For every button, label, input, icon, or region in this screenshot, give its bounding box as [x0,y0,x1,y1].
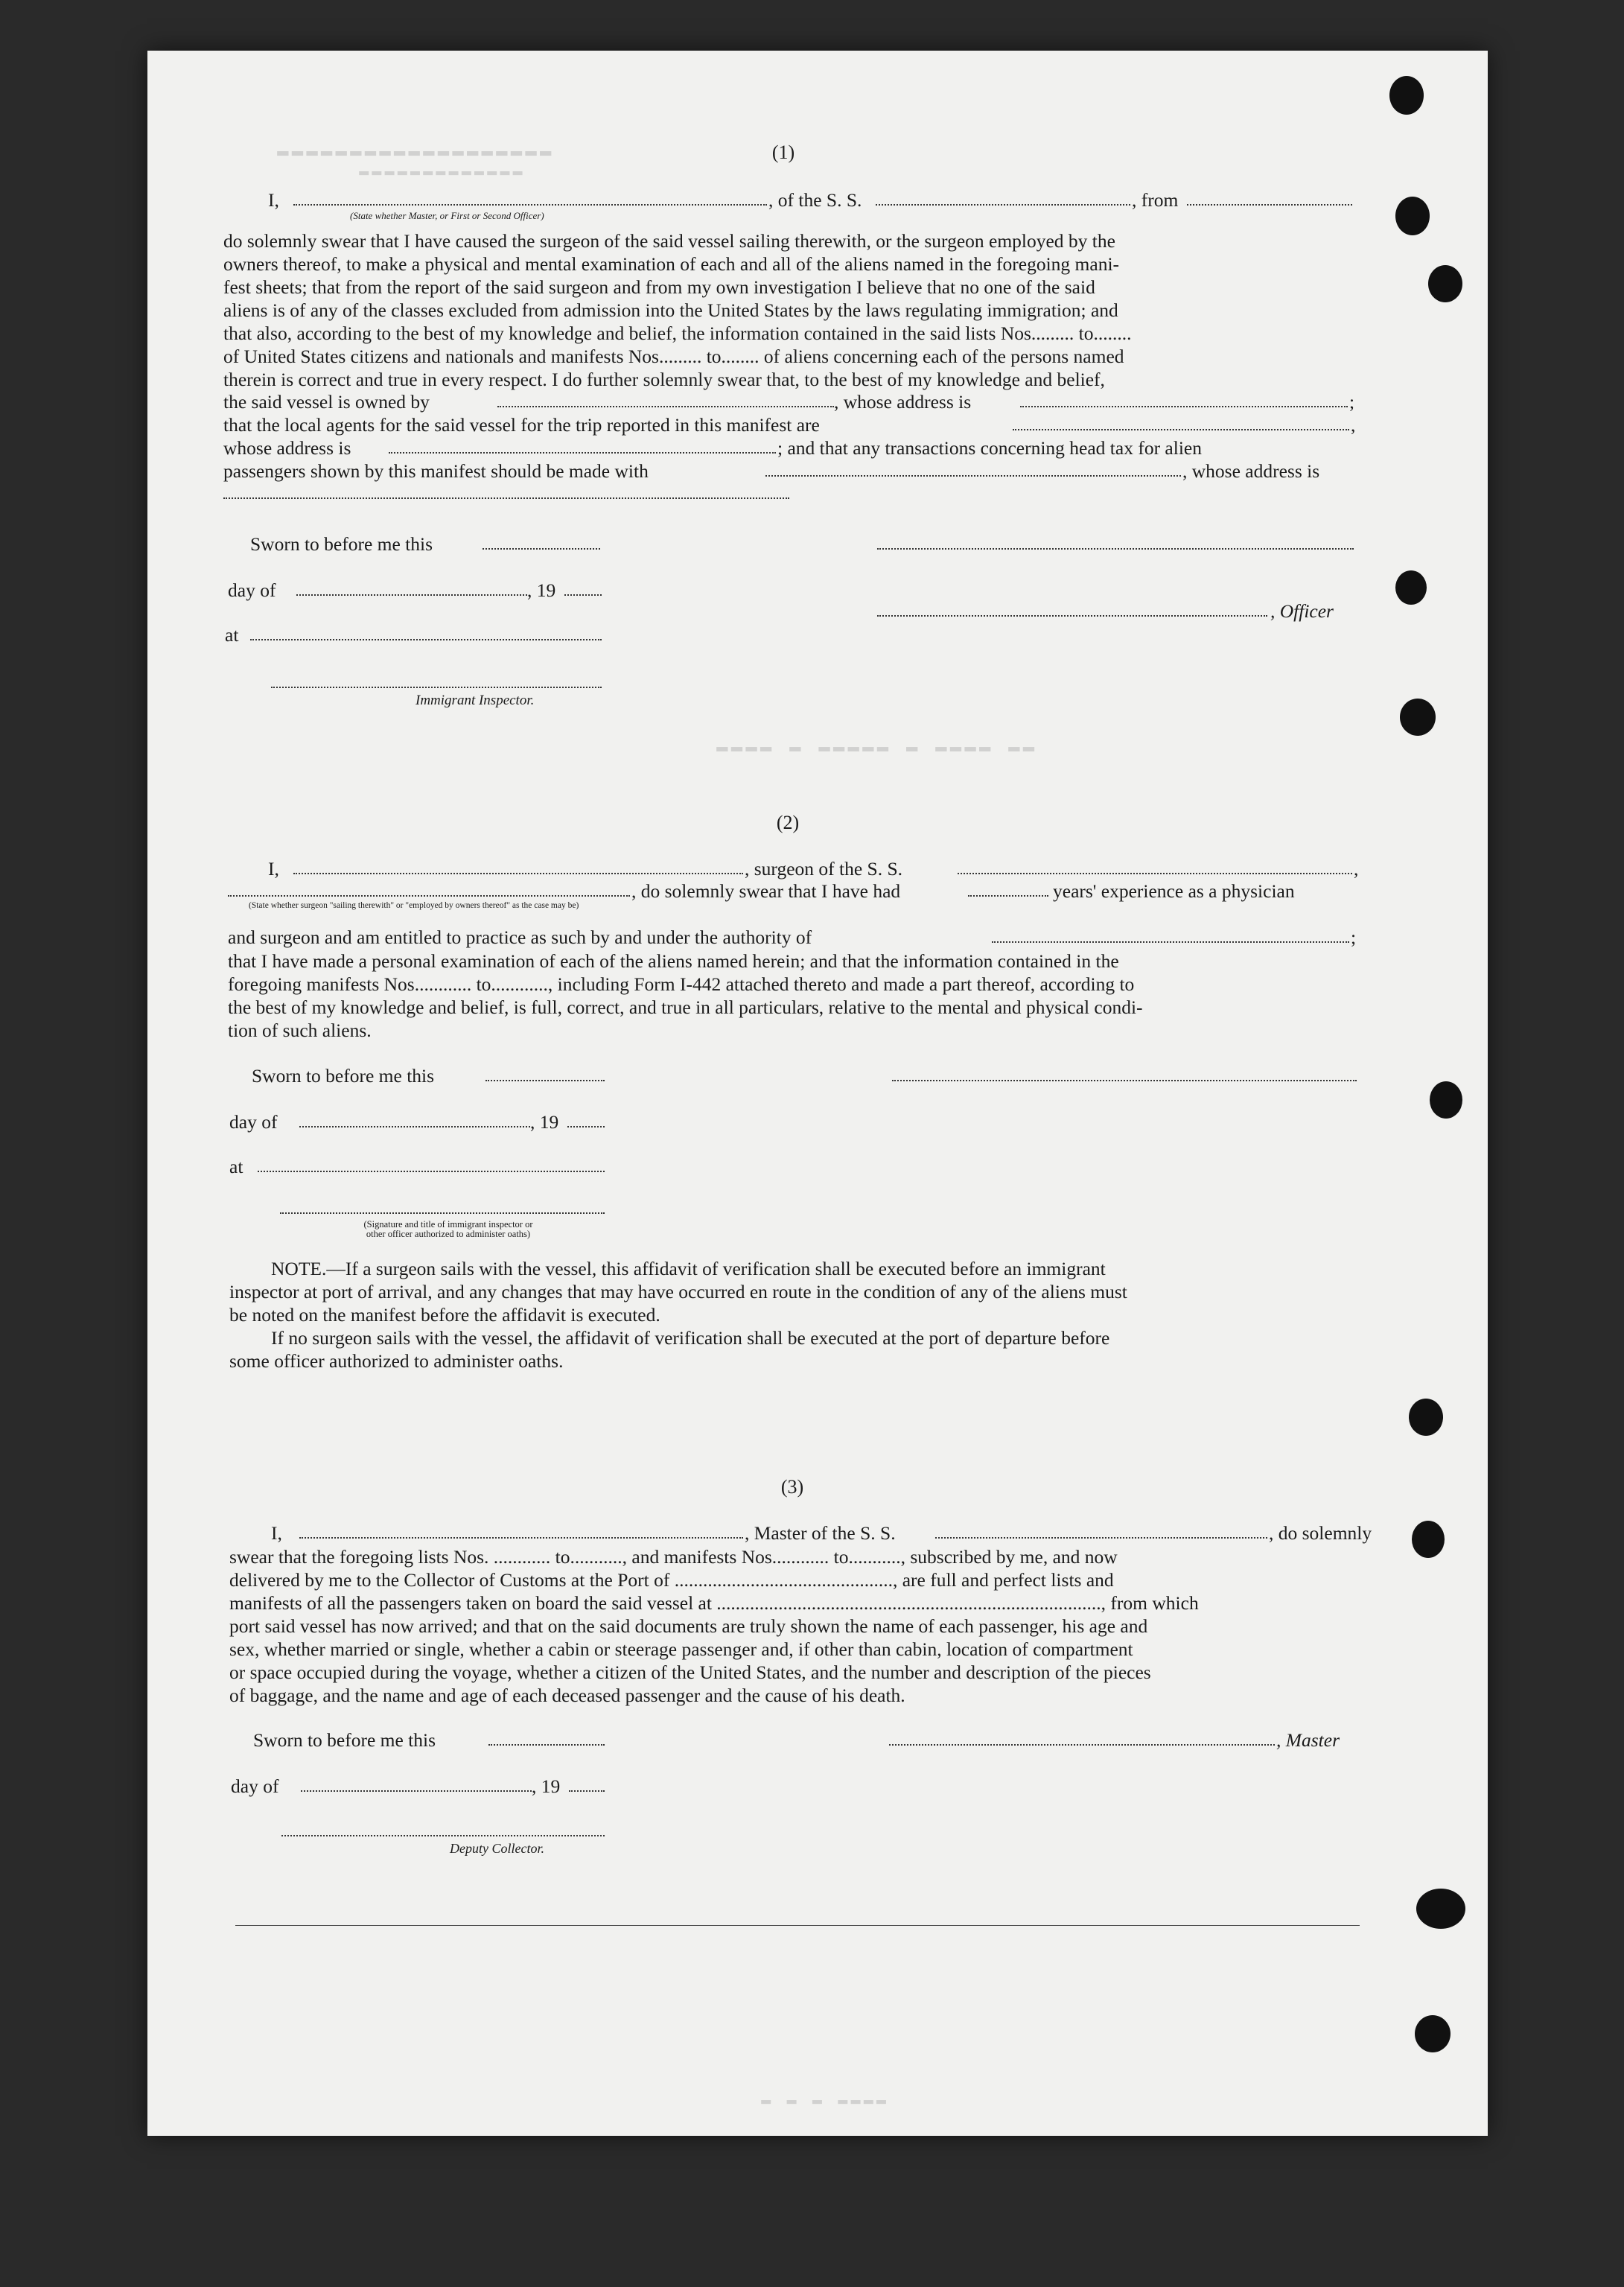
section-1-line: that also, according to the best of my knowledge and belief, the information contained in the said lists Nos......... to........ [223,322,1132,344]
punch-hole [1389,76,1424,115]
day-of-label: day of [231,1775,279,1797]
day-of-month-field[interactable] [296,594,527,596]
section-2-line: the best of my knowledge and belief, is full, correct, and true in all particulars, relative to the mental and physical condi- [228,996,1143,1018]
bleed-through-text: ▬▬ ▬▬▬▬ ▬ ▬▬▬▬▬ ▬ ▬▬▬▬ [713,736,1035,758]
deputy-collector-signature-field[interactable] [281,1835,605,1836]
master-signature-field[interactable] [889,1744,1275,1746]
head-tax-address-field[interactable] [223,497,789,499]
from-label: , from [1132,189,1179,211]
officer-title-field[interactable] [877,615,1267,617]
section-3-line: sex, whether married or single, whether a cabin or steerage passenger and, if other than cabin, location of compartment [229,1638,1133,1660]
punch-hole [1412,1521,1445,1558]
year-prefix-label: , 19 [527,579,556,601]
section-1-line: owners thereof, to make a physical and mental examination of each and all of the aliens named in the foregoing mani- [223,253,1120,275]
head-tax-text: ; and that any transactions concerning head tax for alien [777,437,1202,459]
from-port-field[interactable] [1187,204,1352,206]
owner-address-field[interactable] [1020,406,1348,407]
at-label: at [229,1156,243,1177]
of-the-ss-label: , of the S. S. [768,189,862,211]
inspector-signature-field[interactable] [271,687,602,688]
section-1-line: of United States citizens and nationals and manifests Nos......... to........ of aliens concerning each of the persons named [223,346,1124,367]
note-line: some officer authorized to administer oaths. [229,1350,564,1372]
local-agents-label: that the local agents for the said vessel for the trip reported in this manifest are [223,414,820,436]
immigrant-inspector-caption: Immigrant Inspector. [415,693,535,708]
year-prefix-label: , 19 [532,1775,561,1797]
year-field[interactable] [564,594,602,596]
section-1-line: therein is correct and true in every respect. I do further solemnly swear that, to the best of my knowledge and belief, [223,369,1105,390]
master-of-ss-label: , Master of the S. S. [745,1522,896,1544]
sworn-date-field[interactable] [488,1744,605,1746]
punch-hole [1415,2015,1451,2052]
note-line: NOTE.—If a surgeon sails with the vessel, this affidavit of verification shall be executed before an immigrant [271,1258,1106,1279]
comma: , [1354,858,1359,880]
section-3-body [229,1545,1357,1707]
section-2-line: tion of such aliens. [228,1020,372,1041]
years-experience-field[interactable] [968,895,1048,897]
surgeon-swear-label: , do solemnly swear that I have had [631,880,901,902]
surgeon-name-field[interactable] [293,873,743,874]
authority-label: and surgeon and am entitled to practice as such by and under the authority of [228,926,812,948]
punch-hole [1430,1081,1462,1119]
head-tax-party-field[interactable] [765,475,1181,477]
day-of-month-field[interactable] [299,1126,530,1127]
inspector-signature-field[interactable] [280,1212,605,1214]
section-3-line: swear that the foregoing lists Nos. ............ to..........., and manifests Nos............ to..........., subscribed by me, and now [229,1546,1118,1568]
note-line: inspector at port of arrival, and any changes that may have occurred en route in the condition of any of the aliens must [229,1281,1127,1302]
do-solemnly-label: , do solemnly [1269,1522,1372,1544]
owned-by-label: the said vessel is owned by [223,391,430,413]
section-2-note [229,1257,1357,1372]
at-place-field[interactable] [250,639,602,640]
authority-field[interactable] [992,941,1349,943]
local-agents-field[interactable] [1013,429,1349,430]
owner-field[interactable] [497,406,834,407]
section-3-I-label: I, [271,1522,282,1544]
punch-hole [1409,1399,1443,1436]
section-1-I-label: I, [268,189,279,211]
comma: , [1351,414,1356,436]
section-3-line: or space occupied during the voyage, whether a citizen of the United States, and the number and description of the pieces [229,1661,1151,1683]
section-1-line: do solemnly swear that I have caused the surgeon of the said vessel sailing therewith, or the surgeon employed by the [223,230,1115,252]
surgeon-of-ss-label: , surgeon of the S. S. [745,858,903,880]
signature-caption-line: (Signature and title of immigrant inspector or [363,1219,533,1230]
punch-hole [1400,699,1436,736]
punch-hole [1416,1889,1465,1929]
year-prefix-label: , 19 [530,1111,559,1133]
agents-address-label: whose address is [223,437,351,459]
note-line: be noted on the manifest before the affidavit is executed. [229,1304,660,1326]
section-2-body [228,950,1357,1042]
years-experience-label: years' experience as a physician [1053,880,1295,902]
officer-name-field[interactable] [293,204,767,206]
manifest-affidavit-page [147,51,1488,2136]
section-3-number: (3) [780,1476,804,1498]
whose-address-label: , whose address is [1182,460,1320,482]
section-1-line: aliens is of any of the classes excluded from admission into the United States by the laws regulating immigration; and [223,299,1118,321]
sworn-date-field[interactable] [483,548,600,550]
section-3-line: of baggage, and the name and age of each deceased passenger and the cause of his death. [229,1685,905,1706]
section-1-number: (1) [771,141,795,163]
section-3-line: manifests of all the passengers taken on board the said vessel at ................................................................................., from which [229,1592,1199,1614]
agents-address-field[interactable] [389,452,776,454]
section-2-line: that I have made a personal examination of each of the aliens named herein; and that the information contained in the [228,950,1119,972]
punch-hole [1395,197,1430,235]
sworn-label: Sworn to before me this [253,1729,436,1751]
bleed-through-text: ▬▬▬▬▬▬▬▬▬▬▬▬▬▬▬▬▬▬▬ [274,140,552,162]
section-3-line: port said vessel has now arrived; and that on the said documents are truly shown the name of each passenger, his age and [229,1615,1148,1637]
punch-hole [1395,570,1427,605]
officer-label: , Officer [1270,600,1334,622]
year-field[interactable] [569,1790,605,1792]
surgeon-signature-field[interactable] [892,1080,1357,1081]
signature-caption [292,1220,605,1239]
bleed-through-text: ▬▬▬▬▬▬▬▬▬▬▬▬▬ [356,162,523,181]
sworn-label: Sworn to before me this [252,1065,435,1087]
deputy-collector-caption: Deputy Collector. [450,1841,544,1856]
at-place-field[interactable] [258,1171,605,1172]
punch-hole [1428,265,1462,302]
officer-rank-caption: (State whether Master, or First or Second Officer) [350,210,544,221]
surgeon-status-field[interactable] [228,895,630,897]
section-1-line: fest sheets; that from the report of the said surgeon and from my own investigation I believe that no one of the said [223,276,1095,298]
vessel-name-field[interactable] [876,204,1130,206]
surgeon-vessel-field[interactable] [958,873,1352,874]
section-1-body [223,229,1357,391]
year-field[interactable] [567,1126,605,1127]
officer-signature-field[interactable] [877,548,1354,550]
at-label: at [225,624,239,646]
master-name-field[interactable] [299,1537,743,1539]
master-vessel-field[interactable] [935,1537,1267,1539]
bleed-through-text: ▬▬▬▬ ▬ ▬ ▬ [758,2091,887,2110]
section-2-line: foregoing manifests Nos............ to............, including Form I-442 attached thereto and made a part thereof, according to [228,973,1135,995]
semicolon: ; [1349,391,1355,413]
owner-address-label: , whose address is [834,391,972,413]
bottom-rule [235,1925,1360,1926]
day-of-month-field[interactable] [301,1790,532,1792]
signature-caption-line: other officer authorized to administer oaths) [366,1229,531,1239]
sworn-date-field[interactable] [485,1080,605,1081]
note-line: If no surgeon sails with the vessel, the affidavit of verification shall be executed at the port of departure before [271,1327,1110,1349]
section-2-I-label: I, [268,858,279,880]
section-2-number: (2) [776,812,800,833]
day-of-label: day of [229,1111,278,1133]
day-of-label: day of [228,579,276,601]
master-label: , Master [1276,1729,1340,1751]
sworn-label: Sworn to before me this [250,533,433,555]
passengers-shown-label: passengers shown by this manifest should be made with [223,460,649,482]
semicolon: ; [1351,926,1357,948]
surgeon-status-caption: (State whether surgeon "sailing therewith" or "employed by owners thereof" as the case may be) [249,901,579,910]
section-3-line: delivered by me to the Collector of Customs at the Port of .............................................., are full and perfect lists and [229,1569,1114,1591]
